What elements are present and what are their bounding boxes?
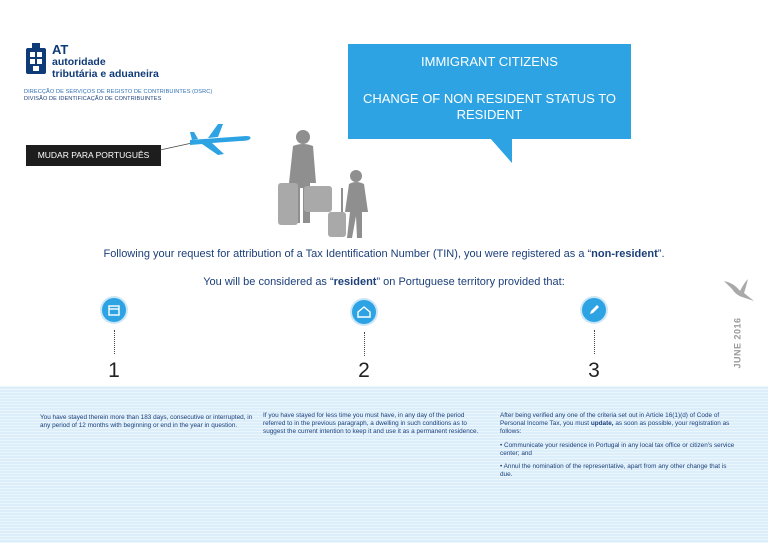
step-2-connector — [364, 332, 365, 356]
step-2-text: If you have stayed for less time you must have, in any day of the period referred to in the previous paragraph, a dwelling in such conditions as to suggest the current intention to keep it and use it as a permanent residence. — [263, 412, 479, 436]
callout-subtitle: CHANGE OF NON RESIDENT STATUS TO RESIDENT — [362, 91, 617, 122]
publication-date: JUNE 2016 — [732, 317, 743, 369]
step-3-bullet-2: • Annul the nomination of the representative, apart from any other change that is due. — [500, 463, 727, 479]
seagull-icon — [722, 275, 756, 305]
title-callout — [348, 44, 631, 139]
intro-paragraph-2: You will be considered as “resident” on Portuguese territory provided that: — [203, 276, 565, 288]
callout-title: IMMIGRANT CITIZENS — [421, 54, 558, 69]
travellers-illustration — [270, 128, 380, 243]
step-3-connector — [594, 330, 595, 354]
department-line-2: DIVISÃO DE IDENTIFICAÇÃO DE CONTRIBUINTES — [24, 96, 162, 102]
department-line-1: DIRECÇÃO DE SERVIÇOS DE REGISTO DE CONTRIBUINTES (DSRC) — [24, 89, 213, 95]
at-emblem-icon — [24, 42, 48, 78]
step-3-bullet-1: • Communicate your residence in Portugal in any local tax office or citizen's service center; and — [500, 441, 735, 457]
calendar-icon — [102, 298, 126, 322]
step-3-text: After being verified any one of the criteria set out in Article 16(1)(d) of Code of Personal Income Tax, you must update, as soon as possible, your registration as follows: • Communicate your residence in Portugal in any local tax office or citizen's service center; and • Annul the nomination of the representative, apart from any other change that is due. — [500, 412, 735, 479]
step-1-connector — [114, 330, 115, 354]
language-switch-button[interactable]: MUDAR PARA PORTUGUÊS — [26, 145, 161, 166]
intro-paragraph-1: Following your request for attribution of a Tax Identification Number (TIN), you were registered as a “non-resident”. — [103, 248, 665, 260]
airplane-icon — [160, 120, 255, 160]
step-2-number: 2 — [358, 359, 370, 382]
logo-acronym: AT — [52, 42, 69, 57]
logo-line-1: autoridade — [52, 56, 106, 68]
logo-line-2: tributária e aduaneira — [52, 68, 159, 80]
pencil-icon — [582, 298, 606, 322]
home-icon — [352, 300, 376, 324]
step-1-number: 1 — [108, 359, 120, 382]
callout-tail — [490, 138, 512, 163]
step-1-text: You have stayed therein more than 183 days, consecutive or interrupted, in any period of 12 months with beginning or end in the year in question. — [40, 414, 253, 430]
step-3-number: 3 — [588, 359, 600, 382]
